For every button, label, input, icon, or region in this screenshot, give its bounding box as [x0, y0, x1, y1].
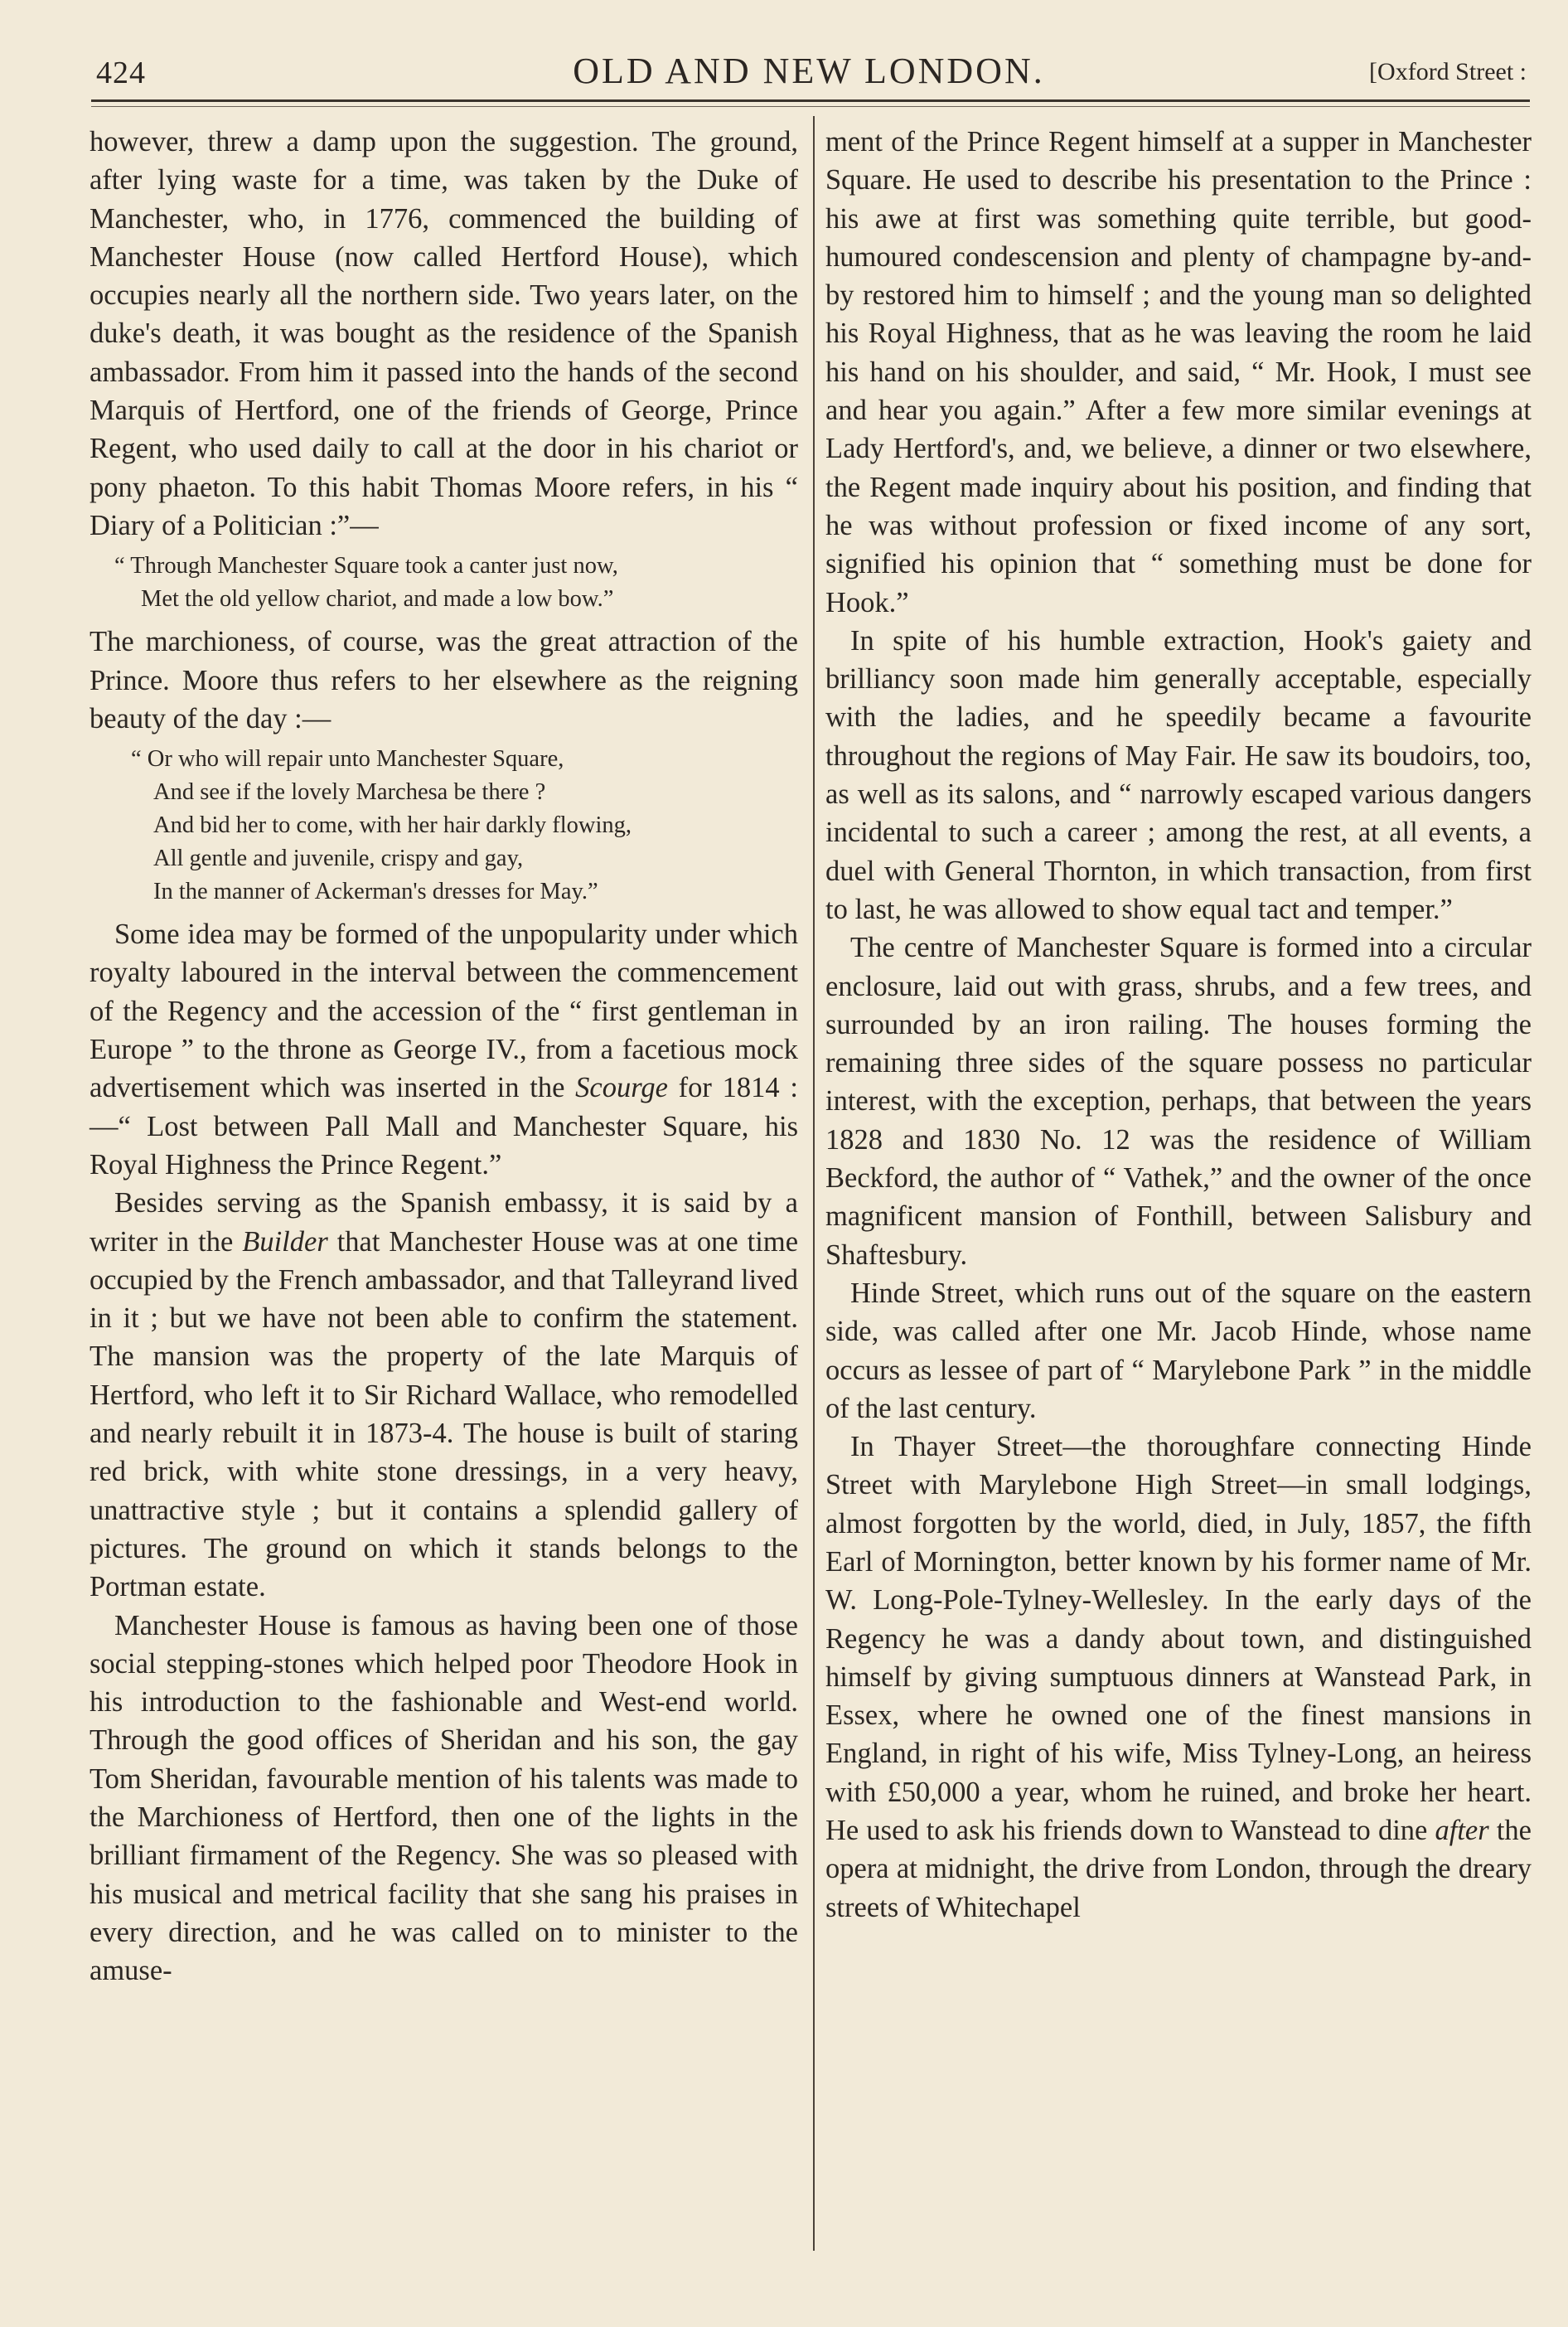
italic-title: Builder [242, 1225, 328, 1258]
verse-line: “ Through Manchester Square took a canter just now, [114, 553, 618, 579]
verse-line: And bid her to come, with her hair darkly flowing, [153, 812, 632, 839]
paragraph: In Thayer Street—the thoroughfare connecting Hinde Street with Marylebone High Street—in small lodgings, almost forgotten by the world, died, in July, 1857, the fifth Earl of Mornington, better known by his former name of Mr. W. Long-Pole-Tylney-Wellesley. In the early days of the Regency he was a dandy about town, and distinguished himself by giving sumptuous dinners at Wanstead Park, in Essex, where he owned one of the finest mansions in England, in right of his wife, Miss Tylney-Long, an heiress with £50,000 a year, whom he ruined, and broke her heart. He used to ask his friends down to Wanstead to dine after the opera at midnight, the drive from London, through the dreary streets of Whitechapel [825, 1431, 1532, 1923]
verse-line: “ Or who will repair unto Manchester Square, [131, 746, 564, 773]
paragraph: ment of the Prince Regent himself at a supper in Manchester Square. He used to describe his presentation to the Prince : his awe at first was something quite terrible, but good-humoured condescension and plenty of champagne by-and-by restored him to himself ; and the young man so delighted his Royal Highness, that as he was leaving the room he laid his hand on his shoulder, and said, “ Mr. Hook, I must see and hear you again.” After a few more similar evenings at Lady Hertford's, and, we believe, a dinner or two elsewhere, the Regent made inquiry about his position, and finding that he was without profession or fixed income of any sort, signified his opinion that “ something must be done for Hook.” [825, 126, 1532, 618]
paragraph: The marchioness, of course, was the great attraction of the Prince. Moore thus refers to her elsewhere as the reigning beauty of the day :— [90, 626, 798, 734]
verse-line: In the manner of Ackerman's dresses for May.” [153, 879, 598, 905]
paragraph: Some idea may be formed of the unpopularity under which royalty laboured in the interval between the commencement of the Regency and the accession of the “ first gentleman in Europe ” to the throne as George IV., from a facetious mock advertisement which was inserted in the Scourge for 1814 :—“ Lost between Pall Mall and Manchester Square, his Royal Highness the Prince Regent.” [90, 919, 798, 1180]
header-rule-thin [91, 106, 1530, 107]
paragraph: Manchester House is famous as having been one of those social stepping-stones which helped poor Theodore Hook in his introduction to the fashionable and West-end world. Through the good offices of Sheridan and his son, the gay Tom Sheridan, favourable mention of his talents was made to the Marchioness of Hertford, then one of the lights in the brilliant firmament of the Regency. She was so pleased with his musical and metrical facility that she sang his praises in every direction, and he was called on to minister to the amuse- [90, 1609, 798, 1987]
paragraph: The centre of Manchester Square is formed into a circular enclosure, laid out with grass, shrubs, and a few trees, and surrounded by an iron railing. The houses forming the remaining three sides of the square possess no particular interest, with the exception, perhaps, that between the years 1828 and 1830 No. 12 was the residence of William Beckford, the author of “ Vathek,” and the owner of the once magnificent mansion of Fonthill, between Salisbury and Shaftesbury. [825, 932, 1532, 1271]
right-column [825, 123, 1532, 1927]
page-number: 424 [96, 56, 146, 90]
verse-quote [90, 550, 798, 616]
header-rule [91, 99, 1530, 102]
verse-quote [90, 743, 798, 909]
paragraph: Besides serving as the Spanish embassy, it is said by a writer in the Builder that Manchester House was at one time occupied by the French ambassador, and that Talleyrand lived in it ; but we have not been able to confirm the statement. The mansion was the property of the late Marquis of Hertford, who left it to Sir Richard Wallace, who remodelled and nearly rebuilt it in 1873-4. The house is built of staring red brick, with white stone dressings, in a very heavy, unattractive style ; but it contains a splendid gallery of pictures. The ground on which it stands belongs to the Portman estate. [90, 1187, 799, 1603]
verse-line: And see if the lovely Marchesa be there ? [153, 779, 546, 806]
running-header [88, 48, 1530, 106]
left-column [90, 123, 798, 1990]
column-divider [813, 116, 815, 2251]
italic-word: after [1435, 1815, 1489, 1847]
paragraph: however, threw a damp upon the suggestion. The ground, after lying waste for a time, was taken by the Duke of Manchester, who, in 1776, commenced the building of Manchester House (now called Hertford House), which occupies nearly all the northern side. Two years later, on the duke's death, it was bought as the residence of the Spanish ambassador. From him it passed into the hands of the second Marquis of Hertford, one of the friends of George, Prince Regent, who used daily to call at the door in his chariot or pony phaeton. To this habit Thomas Moore refers, in his “ Diary of a Politician :”— [90, 126, 798, 541]
verse-line: Met the old yellow chariot, and made a low bow.” [141, 586, 614, 613]
running-title: OLD AND NEW LONDON. [573, 51, 1045, 91]
italic-title: Scourge [575, 1072, 668, 1104]
verse-line: All gentle and juvenile, crispy and gay, [153, 846, 524, 872]
paragraph: In spite of his humble extraction, Hook's gaiety and brilliancy soon made him generally acceptable, especially with the ladies, and he speedily became a favourite throughout the regions of May Fair. He saw its boudoirs, too, as well as its salons, and “ narrowly escaped various dangers incidental to such a career ; among the rest, at all events, a duel with General Thornton, in which transaction, from first to last, he was allowed to show equal tact and temper.” [825, 624, 1532, 925]
section-label: [Oxford Street : [1369, 58, 1527, 85]
paragraph: Hinde Street, which runs out of the square on the eastern side, was called after one Mr. Jacob Hinde, whose name occurs as lessee of part of “ Marylebone Park ” in the middle of the last century. [825, 1277, 1532, 1424]
